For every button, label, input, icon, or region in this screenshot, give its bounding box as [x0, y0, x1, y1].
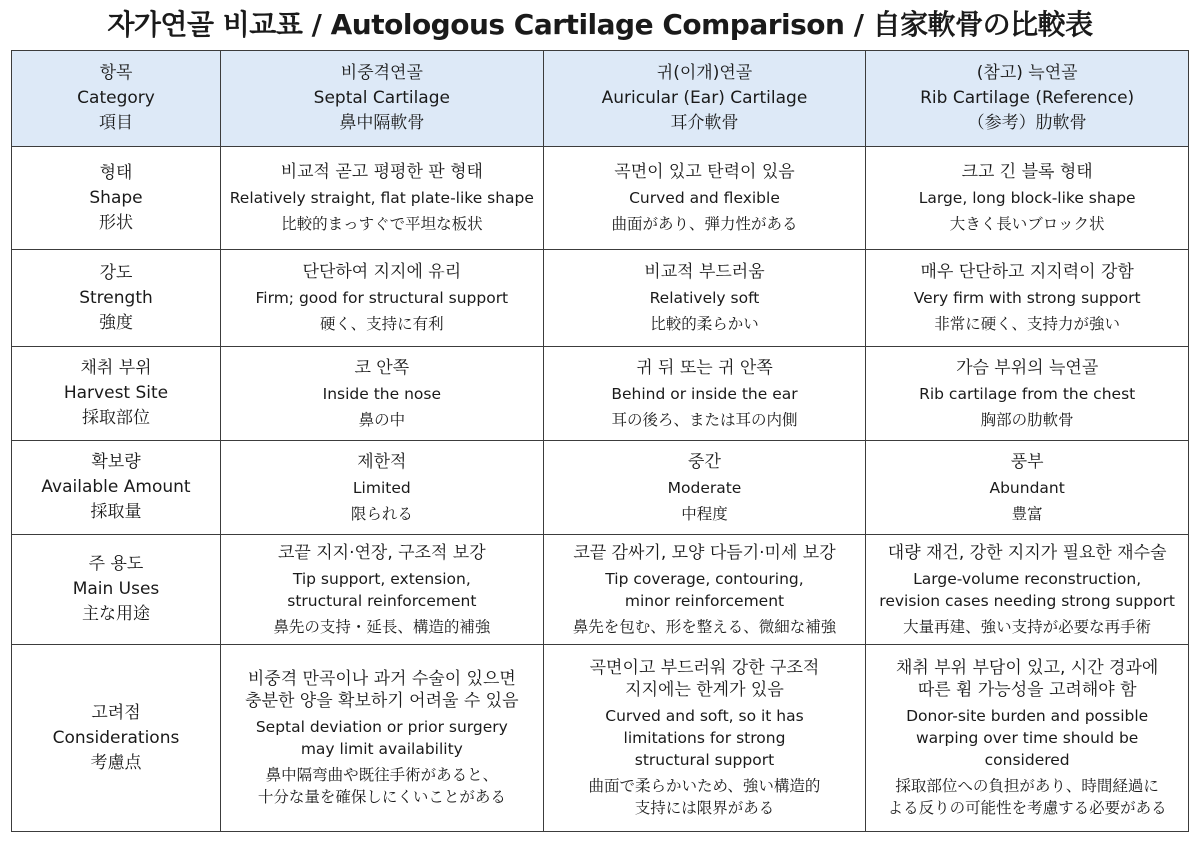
cell-text-ja: 十分な量を確保しにくいことがある [257, 788, 506, 806]
cell-text-ja: 鼻先の支持・延長、構造的補強 [273, 617, 491, 636]
cell-text-ko: 중간 [688, 451, 721, 472]
cell-text-ja: 中程度 [681, 504, 728, 523]
cell-ear [543, 535, 866, 645]
cell-text-en: Very firm with strong support [913, 289, 1141, 307]
comparison-table [11, 50, 1189, 832]
row-label [12, 347, 221, 441]
cell-text-en: Curved and flexible [629, 189, 780, 207]
row-label-line: 考慮点 [90, 752, 142, 773]
header-category [12, 51, 221, 147]
cell-text-ko: 대량 재건, 강한 지지가 필요한 재수술 [887, 542, 1167, 563]
table-row [12, 250, 1189, 347]
cell-text-en: Rib cartilage from the chest [919, 384, 1136, 403]
cell-text-ko: 코끝 지지·연장, 구조적 보강 [277, 542, 486, 563]
cell-text-ja: 非常に硬く、支持力が強い [934, 315, 1120, 333]
cell-text-ko: 가슴 부위의 늑연골 [956, 357, 1099, 378]
row-label-line: 強度 [99, 312, 133, 333]
header-septal-ko: 비중격연골 [340, 63, 423, 83]
cell-text-en: Relatively soft [649, 289, 760, 307]
header-ear-ko: 귀(이개)연골 [656, 63, 753, 83]
cell-text-en: Inside the nose [322, 384, 442, 403]
cell-text-en: Behind or inside the ear [611, 384, 798, 403]
cell-rib [866, 347, 1189, 441]
cell-text-ko: 충분한 양을 확보하기 어려울 수 있음 [245, 691, 519, 711]
cell-septal [221, 645, 544, 832]
header-rib-ja: （参考）肋軟骨 [967, 113, 1087, 133]
header-category-ja: 項目 [99, 113, 133, 133]
header-rib-en: Rib Cartilage (Reference) [920, 88, 1135, 108]
header-septal-en: Septal Cartilage [313, 88, 450, 108]
cell-ear [543, 347, 866, 441]
cell-text-ko: 코끝 감싸기, 모양 다듬기·미세 보강 [573, 542, 836, 563]
cell-text-ko: 풍부 [1010, 451, 1044, 472]
row-label-line: 形状 [99, 212, 133, 233]
cell-rib [866, 535, 1189, 645]
cell-text-ja: 採取部位への負担があり、時間経過に [895, 777, 1159, 795]
table-row [12, 147, 1189, 250]
cell-text-ja: 比較的柔らかい [650, 315, 759, 333]
cell-text-ko: 따른 휨 가능성을 고려해야 함 [917, 680, 1137, 700]
cell-text-en: may limit availability [300, 740, 463, 758]
cell-text-ja: 硬く、支持に有利 [319, 315, 444, 333]
cell-septal [221, 250, 544, 347]
cell-rib [866, 250, 1189, 347]
cell-text-ja: 比較的まっすぐで平坦な板状 [281, 215, 483, 233]
row-label-line: Shape [89, 187, 143, 208]
table-row [12, 645, 1189, 832]
cell-text-ko: 비교적 부드러움 [644, 262, 765, 282]
row-label-line: Harvest Site [63, 383, 169, 403]
cell-ear [543, 147, 866, 250]
header-septal [221, 51, 544, 147]
cell-text-ko: 곡면이 있고 탄력이 있음 [614, 162, 795, 182]
cell-text-ko: 단단하여 지지에 유리 [302, 262, 462, 282]
header-ear-en: Auricular (Ear) Cartilage [601, 88, 808, 108]
cell-text-ja: 大きく長いブロック状 [949, 215, 1105, 233]
row-label-line: 주 용도 [88, 554, 144, 574]
cell-text-en: Firm; good for structural support [255, 289, 509, 307]
cell-text-ko: 매우 단단하고 지지력이 강함 [920, 262, 1134, 282]
cell-text-ja: 豊富 [1011, 504, 1043, 523]
row-label-line: 主な用途 [82, 604, 150, 624]
cell-ear [543, 441, 866, 535]
cell-text-ja: よる反りの可能性を考慮する必要がある [887, 799, 1167, 817]
cell-rib [866, 645, 1189, 832]
cell-ear [543, 250, 866, 347]
cell-text-en: Abundant [989, 478, 1065, 497]
cell-text-ja: 鼻の中 [358, 410, 406, 429]
cell-rib [866, 441, 1189, 535]
cell-text-ko: 귀 뒤 또는 귀 안쪽 [636, 357, 773, 378]
cell-text-en: Septal deviation or prior surgery [255, 718, 508, 736]
table-header-row [12, 51, 1189, 147]
row-label [12, 645, 221, 832]
table-row [12, 441, 1189, 535]
row-label-line: Strength [79, 287, 153, 308]
cell-text-ja: 曲面があり、弾力性がある [611, 215, 798, 233]
cell-text-en: Large, long block-like shape [918, 189, 1136, 207]
header-rib-ko: (참고) 늑연골 [976, 63, 1078, 83]
row-label [12, 147, 221, 250]
cell-text-ko: 코 안쪽 [354, 357, 410, 378]
cell-text-en: Moderate [667, 478, 742, 497]
table-row [12, 535, 1189, 645]
row-label-line: 형태 [99, 162, 133, 183]
cell-text-en: structural reinforcement [287, 591, 477, 610]
row-label-line: 확보량 [91, 452, 141, 472]
header-category-ko: 항목 [99, 63, 133, 83]
row-label [12, 535, 221, 645]
row-label-line: 채취 부위 [80, 358, 152, 378]
cell-text-en: Relatively straight, flat plate-like shape [229, 189, 534, 207]
cell-text-en: warping over time should be considered [915, 729, 1139, 769]
cell-text-ko: 비교적 곧고 평평한 판 형태 [280, 162, 483, 182]
header-septal-ja: 鼻中隔軟骨 [339, 113, 425, 133]
row-label-line: Available Amount [41, 477, 191, 497]
cell-septal [221, 147, 544, 250]
cell-septal [221, 441, 544, 535]
cell-text-ko: 크고 긴 블록 형태 [961, 162, 1093, 182]
cell-text-en: Limited [352, 478, 411, 497]
page-title: 자가연골 비교표 / Autologous Cartilage Comparison / 自家軟骨の比較表 [107, 8, 1093, 41]
cell-text-ja: 曲面で柔らかいため、強い構造的 [588, 777, 821, 795]
cell-text-ja: 限られる [350, 504, 413, 523]
cell-text-en: limitations for strong [623, 729, 786, 747]
header-category-en: Category [77, 88, 155, 108]
cell-text-en: structural support [634, 751, 775, 769]
cell-text-en: Tip support, extension, [292, 569, 471, 588]
cell-text-en: Curved and soft, so it has [605, 707, 804, 725]
cell-septal [221, 535, 544, 645]
row-label-line: Main Uses [72, 579, 160, 599]
cell-ear [543, 645, 866, 832]
cell-text-ja: 大量再建、強い支持が必要な再手術 [903, 617, 1152, 636]
cell-text-ja: 鼻先を包む、形を整える、微細な補強 [572, 617, 837, 636]
cell-text-en: minor reinforcement [624, 591, 785, 610]
cell-septal [221, 347, 544, 441]
cell-text-en: revision cases needing strong support [879, 591, 1175, 610]
cell-text-ko: 곡면이고 부드러워 강한 구조적 [589, 658, 820, 678]
row-label [12, 441, 221, 535]
cell-text-ja: 支持には限界がある [634, 799, 775, 817]
cell-text-en: Tip coverage, contouring, [605, 569, 804, 588]
cell-rib [866, 147, 1189, 250]
header-ear [543, 51, 866, 147]
row-label-line: 採取部位 [82, 408, 150, 428]
cell-text-ko: 지지에는 한계가 있음 [625, 680, 784, 700]
row-label-line: 採取量 [90, 502, 142, 522]
cell-text-ja: 胸部の肋軟骨 [980, 410, 1074, 429]
row-label-line: Considerations [52, 727, 180, 748]
cell-text-ko: 비중격 만곡이나 과거 수술이 있으면 [247, 669, 516, 689]
cell-text-en: Donor-site burden and possible [906, 707, 1149, 725]
row-label [12, 250, 221, 347]
table-row [12, 347, 1189, 441]
header-ear-ja: 耳介軟骨 [670, 113, 739, 133]
row-label-line: 강도 [99, 262, 133, 283]
cell-text-ja: 耳の後ろ、または耳の内側 [611, 410, 798, 429]
header-rib [866, 51, 1189, 147]
cell-text-ko: 제한적 [357, 451, 407, 472]
row-label-line: 고려점 [91, 702, 141, 723]
cell-text-en: Large-volume reconstruction, [913, 569, 1142, 588]
cell-text-ko: 채취 부위 부담이 있고, 시간 경과에 [895, 658, 1159, 678]
cell-text-ja: 鼻中隔弯曲や既往手術があると、 [265, 766, 499, 784]
